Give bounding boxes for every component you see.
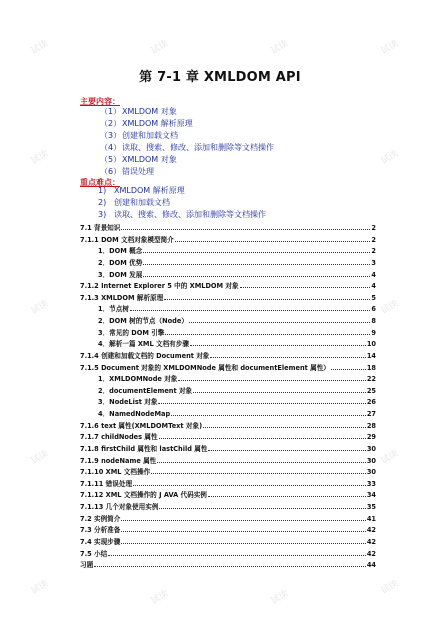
toc-leader-dots: [331, 362, 366, 370]
toc-entry[interactable]: [80, 269, 376, 281]
toc-leader-dots: [121, 513, 365, 521]
toc-entry[interactable]: [80, 327, 376, 339]
toc-entry[interactable]: [80, 292, 376, 304]
toc-leader-dots: [121, 524, 365, 532]
list-item: [0, 185, 440, 197]
toc-leader-dots: [159, 431, 366, 439]
toc-leader-dots: [143, 245, 370, 253]
toc-entry[interactable]: [80, 524, 376, 536]
toc-entry[interactable]: [80, 362, 376, 374]
toc-entry[interactable]: [80, 234, 376, 246]
list-item: [0, 197, 440, 209]
toc-entry-label: 3．常见的 DOM 引擎: [98, 328, 165, 337]
watermark-text: 试读: [29, 298, 51, 317]
main-content-list: [0, 106, 440, 178]
toc-page-number: 3: [371, 258, 376, 267]
toc-page-number: 9: [371, 328, 376, 337]
toc-leader-dots: [171, 408, 366, 416]
toc-page-number: 4: [371, 270, 376, 279]
toc-leader-dots: [208, 443, 365, 451]
toc-entry-label: 7.5 小结: [80, 549, 108, 558]
toc-leader-dots: [158, 396, 365, 404]
list-item-number: （5）: [100, 155, 122, 164]
toc-page-number: 42: [366, 537, 376, 546]
watermark-text: 试读: [379, 148, 401, 167]
toc-leader-dots: [151, 466, 366, 474]
list-item: [0, 142, 440, 154]
watermark-text: 试读: [379, 38, 401, 57]
toc-entry[interactable]: [80, 408, 376, 420]
toc-entry-label: 3．DOM 发展: [98, 270, 143, 279]
toc-leader-dots: [157, 455, 366, 463]
toc-entry-label: 7.1.8 firstChild 属性和 lastChild 属性: [80, 444, 208, 453]
chapter-title: 第 7-1 章 XMLDOM API: [139, 70, 301, 85]
toc-leader-dots: [208, 489, 366, 497]
toc-page-number: 2: [371, 224, 376, 232]
toc-entry-label: 7.1.10 XML 文档操作: [80, 468, 151, 477]
list-item: [0, 130, 440, 142]
table-of-contents: [80, 222, 376, 571]
watermark-text: 试读: [29, 148, 51, 167]
toc-leader-dots: [189, 315, 370, 323]
toc-page-number: 44: [366, 561, 376, 570]
toc-page-number: 2: [371, 235, 376, 244]
toc-entry-label: 习题: [80, 561, 94, 570]
list-item: [0, 106, 440, 118]
toc-entry-label: 7.3 分析准备: [80, 526, 121, 535]
toc-entry-label: 7.1.7 childNodes 属性: [80, 433, 158, 442]
list-item-number: 1): [98, 186, 107, 195]
toc-entry-label: 7.2 实例简介: [80, 514, 121, 523]
toc-entry-label: 1．DOM 概念: [98, 247, 143, 256]
list-item-text: XMLDOM 解析原理: [114, 186, 185, 195]
toc-entry-label: 7.1.9 nodeName 属性: [80, 456, 157, 465]
toc-entry-label: 7.1.12 XML 文档操作的 J AVA 代码实例: [80, 491, 207, 500]
list-item-text: XMLDOM 对象: [122, 155, 177, 164]
toc-entry[interactable]: [80, 303, 376, 315]
main-content-heading: 主要内容：: [80, 97, 120, 106]
watermark-text: 试读: [29, 578, 51, 597]
toc-page-number: 42: [366, 526, 376, 535]
toc-entry[interactable]: [80, 501, 376, 513]
list-item: [0, 166, 440, 178]
list-item: [0, 209, 440, 221]
toc-page-number: 5: [371, 293, 376, 302]
watermark-text: 试读: [149, 38, 171, 57]
toc-page-number: 35: [366, 503, 376, 511]
toc-entry[interactable]: [80, 548, 376, 560]
toc-leader-dots: [94, 559, 366, 567]
list-item-text: 读取、搜索、修改、添加和删除等文档操作: [122, 143, 274, 152]
toc-page-number: 18: [366, 363, 376, 372]
toc-entry-label: 7.1.13 几个对象使用实例: [80, 503, 159, 511]
toc-entry[interactable]: [80, 222, 376, 234]
toc-page-number: 26: [366, 398, 376, 407]
toc-entry-label: 4．解析一篇 XML 文档有步骤: [98, 340, 189, 349]
toc-page-number: 10: [366, 340, 376, 349]
watermark-text: 试读: [269, 588, 291, 607]
toc-leader-dots: [178, 373, 365, 381]
toc-entry[interactable]: [80, 513, 376, 525]
toc-entry[interactable]: [80, 478, 376, 490]
toc-entry-label: 1．XMLDOMNode 对象: [98, 375, 178, 384]
toc-entry[interactable]: [80, 559, 376, 571]
toc-entry[interactable]: [80, 466, 376, 478]
toc-leader-dots: [133, 478, 366, 486]
toc-entry-label: 7.1.4 创建和加载文档的 Document 对象: [80, 351, 210, 360]
toc-entry-label: 1．节点树: [98, 305, 129, 314]
toc-leader-dots: [130, 303, 370, 311]
list-item-number: （4）: [100, 143, 122, 152]
toc-entry-label: 7.1.2 Internet Explorer 5 中的 XMLDOM 对象: [80, 282, 239, 291]
toc-entry[interactable]: [80, 245, 376, 257]
watermark-text: 试读: [29, 38, 51, 57]
toc-leader-dots: [175, 234, 371, 242]
toc-entry-label: 2．DOM 优势: [98, 258, 143, 267]
list-item-text: 创建和加载文档: [122, 131, 178, 140]
toc-page-number: 30: [366, 444, 376, 453]
toc-page-number: 2: [371, 247, 376, 256]
toc-page-number: 4: [371, 282, 376, 291]
watermark-text: 试读: [379, 448, 401, 467]
toc-entry[interactable]: [80, 280, 376, 292]
toc-entry[interactable]: [80, 385, 376, 397]
list-item-number: （3）: [100, 131, 122, 140]
toc-entry-label: 7.1.3 XMLDOM 解析原理: [80, 293, 164, 302]
toc-page-number: 28: [366, 421, 376, 430]
list-item-text: 错误处理: [122, 167, 154, 176]
toc-entry-label: 3．NodeList 对象: [98, 398, 158, 407]
toc-entry[interactable]: [80, 489, 376, 501]
toc-page-number: 30: [366, 456, 376, 465]
toc-leader-dots: [165, 327, 370, 335]
list-item-text: XMLDOM 解析原理: [122, 119, 193, 128]
list-item-number: 3): [98, 210, 107, 219]
toc-entry-label: 7.1 背景知识: [80, 224, 121, 232]
toc-entry[interactable]: [80, 536, 376, 548]
toc-page-number: 25: [366, 386, 376, 395]
toc-entry[interactable]: [80, 443, 376, 455]
list-item-number: 2): [98, 198, 107, 207]
list-item-text: 读取、搜索、修改、添加和删除等文档操作: [114, 210, 266, 219]
watermark-text: 试读: [149, 588, 171, 607]
toc-page-number: 22: [366, 375, 376, 384]
toc-leader-dots: [164, 292, 370, 300]
toc-leader-dots: [121, 222, 370, 230]
toc-leader-dots: [203, 420, 366, 428]
list-item: [0, 154, 440, 166]
toc-entry-label: 7.1.1 DOM 文档对象模型简介: [80, 235, 174, 244]
toc-page-number: 27: [366, 410, 376, 418]
toc-entry-label: 7.1.5 Document 对象的 XMLDOMNode 属性和 documentElement 属性）: [80, 363, 330, 372]
list-item-number: （1）: [100, 107, 122, 116]
watermark-text: 试读: [29, 448, 51, 467]
toc-page-number: 14: [366, 351, 376, 360]
list-item-number: （2）: [100, 119, 122, 128]
toc-entry-label: 2．documentElement 对象: [98, 386, 193, 395]
watermark-text: 试读: [269, 38, 291, 57]
watermark-text: 试读: [379, 578, 401, 597]
list-item-text: 创建和加载文档: [114, 198, 170, 207]
toc-leader-dots: [159, 501, 365, 509]
toc-leader-dots: [143, 257, 370, 265]
toc-entry-label: 2．DOM 树的节点（Node）: [98, 317, 188, 325]
toc-entry[interactable]: [80, 315, 376, 327]
toc-entry[interactable]: [80, 396, 376, 408]
toc-entry[interactable]: [80, 338, 376, 350]
key-points-heading: 重点难点：: [80, 178, 120, 187]
list-item: [0, 118, 440, 130]
list-item-number: （6）: [100, 167, 122, 176]
toc-page-number: 33: [366, 479, 376, 488]
toc-leader-dots: [190, 338, 366, 346]
toc-entry[interactable]: [80, 420, 376, 432]
toc-leader-dots: [108, 548, 366, 556]
toc-leader-dots: [240, 280, 371, 288]
toc-entry-label: 7.1.6 text 属性(XMLDOMText 对象): [80, 421, 203, 430]
toc-entry-label: 7.4 实现步骤: [80, 537, 121, 546]
toc-leader-dots: [210, 350, 365, 358]
toc-leader-dots: [193, 385, 366, 393]
toc-page-number: 29: [366, 433, 376, 442]
toc-page-number: 6: [371, 305, 376, 314]
toc-leader-dots: [121, 536, 365, 544]
toc-entry[interactable]: [80, 431, 376, 443]
list-item-text: XMLDOM 对象: [122, 107, 177, 116]
toc-entry-label: 4．NamedNodeMap: [98, 410, 171, 418]
toc-leader-dots: [143, 269, 370, 277]
key-points-list: [0, 185, 440, 221]
toc-page-number: 34: [366, 491, 376, 500]
toc-page-number: 42: [366, 549, 376, 558]
toc-page-number: 8: [371, 317, 376, 325]
toc-page-number: 41: [366, 514, 376, 523]
toc-entry[interactable]: [80, 455, 376, 467]
toc-entry-label: 7.1.11 错误处理: [80, 479, 133, 488]
watermark-text: 试读: [379, 298, 401, 317]
toc-entry[interactable]: [80, 373, 376, 385]
toc-entry[interactable]: [80, 350, 376, 362]
toc-page-number: 30: [366, 468, 376, 477]
toc-entry[interactable]: [80, 257, 376, 269]
